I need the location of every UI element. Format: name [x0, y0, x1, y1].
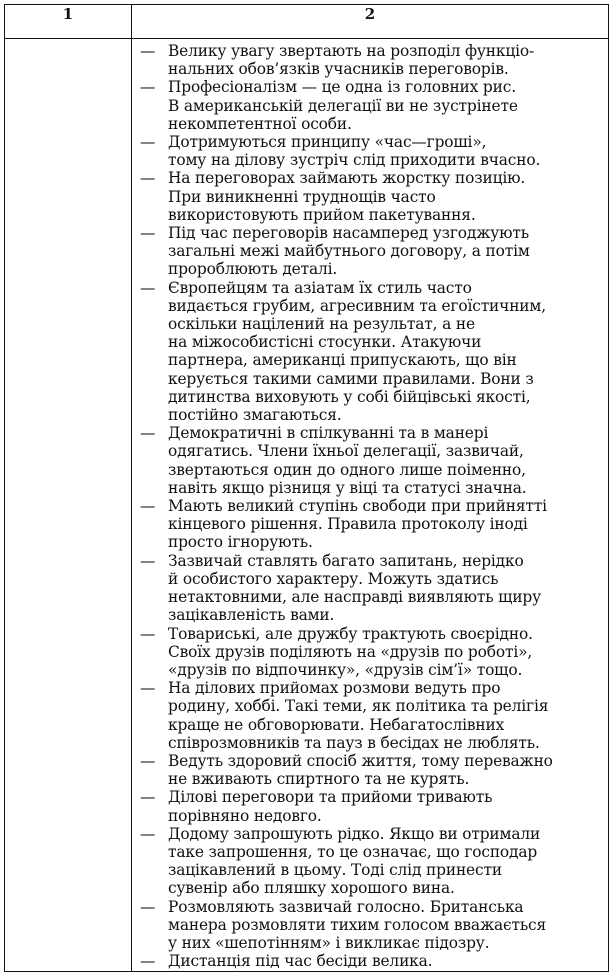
- list-item: [140, 169, 600, 224]
- list-item: [140, 78, 600, 133]
- dash-marker: —: [140, 624, 156, 643]
- dash-marker: —: [140, 751, 156, 770]
- dash-marker: —: [140, 551, 156, 570]
- dash-marker: —: [140, 897, 156, 916]
- item-text: Європейцям та азіатам їх стиль часто видається грубим, агресивним та егоїстичним, оскільки націлений на результат, а не на міжособистісні стосунки. Атакуючи партнера, американці припускають, що він керується такими самими правилами. Вони з дитинства виховують у собі бійцівські якості, постійно змагаються.: [168, 278, 546, 425]
- item-text: Демократичні в спілкуванні та в манері одягатись. Члени їхньої делегації, зазвичай, звертаються один до одного лише поіменно, навіть якщо різниця у віці та статусі значна.: [168, 424, 527, 497]
- item-text: Професіоналізм — це одна із головних рис. В американській делегації ви не зустрінете некомпетентної особи.: [168, 78, 518, 133]
- item-text: Товариські, але дружбу трактують своєрідно. Своїх друзів поділяють на «друзів по роботі», «друзів по відпочинку», «друзів сім’ї» тощо.: [168, 624, 533, 679]
- item-text: Під час переговорів насамперед узгоджують загальні межі майбутнього договору, а потім пророблюють деталі.: [168, 224, 530, 279]
- characteristics-cell: [132, 39, 609, 972]
- item-text: Додому запрошують рідко. Якщо ви отримали таке запрошення, то це означає, що господар зацікавлений в цьому. Тоді слід принести сувенір або пляшку хорошого вина.: [168, 824, 541, 898]
- list-item: [140, 279, 600, 425]
- list-item: [140, 42, 600, 78]
- item-text: Велику увагу звертають на розподіл функціо- нальних обов’язків учасників переговорів.: [168, 42, 535, 79]
- header-row: [5, 5, 609, 39]
- dash-marker: —: [140, 497, 156, 516]
- list-item: [140, 752, 600, 788]
- column-header-1: 1: [5, 5, 132, 39]
- item-text: Розмовляють зазвичай голосно. Британська манера розмовляти тихим голосом вважається у них «шепотінням» і викликає підозру.: [168, 897, 547, 952]
- list-item: [140, 424, 600, 497]
- item-text: Ділові переговори та прийоми тривають порівняно недовго.: [168, 788, 493, 825]
- dash-marker: —: [140, 78, 156, 97]
- list-item: [140, 898, 600, 953]
- dash-marker: —: [140, 42, 156, 60]
- dash-marker: —: [140, 679, 156, 698]
- characteristics-list: [132, 39, 608, 970]
- item-text: Ведуть здоровий спосіб життя, тому переважно не вживають спиртного та не курять.: [168, 751, 553, 789]
- dash-marker: —: [140, 424, 156, 443]
- item-text: Дистанція під час бесіди велика.: [168, 952, 433, 971]
- dash-marker: —: [140, 224, 156, 243]
- list-item: [140, 224, 600, 279]
- list-item: [140, 625, 600, 680]
- list-item: [140, 133, 600, 169]
- column-header-2: 2: [132, 5, 609, 39]
- list-item: [140, 497, 600, 552]
- list-item: [140, 679, 600, 752]
- dash-marker: —: [140, 952, 156, 971]
- dash-marker: —: [140, 169, 156, 188]
- dash-marker: —: [140, 824, 156, 843]
- dash-marker: —: [140, 133, 156, 152]
- item-text: На ділових прийомах розмови ведуть про родину, хоббі. Такі теми, як політика та релігія краще не обговорювати. Небагатослівних співрозмовників та пауз в бесідах не люблять.: [168, 679, 549, 752]
- item-text: Зазвичай ставлять багато запитань, нерідко й особистого характеру. Можуть здатись нетактовними, але насправді виявляють щиру зацікавленість вами.: [168, 551, 542, 625]
- item-text: На переговорах займають жорстку позицію. При виникненні труднощів часто використовують прийом пакетування.: [168, 169, 526, 224]
- list-item: [140, 788, 600, 824]
- list-item: [140, 825, 600, 898]
- list-item: [140, 952, 600, 970]
- dash-marker: —: [140, 278, 156, 297]
- item-text: Дотримуються принципу «час—гроші», тому на ділову зустріч слід приходити вчасно.: [168, 133, 541, 170]
- content-table: [4, 4, 609, 972]
- left-empty-cell: [5, 39, 132, 972]
- dash-marker: —: [140, 788, 156, 807]
- list-item: [140, 552, 600, 625]
- body-row: [5, 39, 609, 972]
- item-text: Мають великий ступінь свободи при прийнятті кінцевого рішення. Правила протоколу іноді просто ігнорують.: [168, 497, 547, 552]
